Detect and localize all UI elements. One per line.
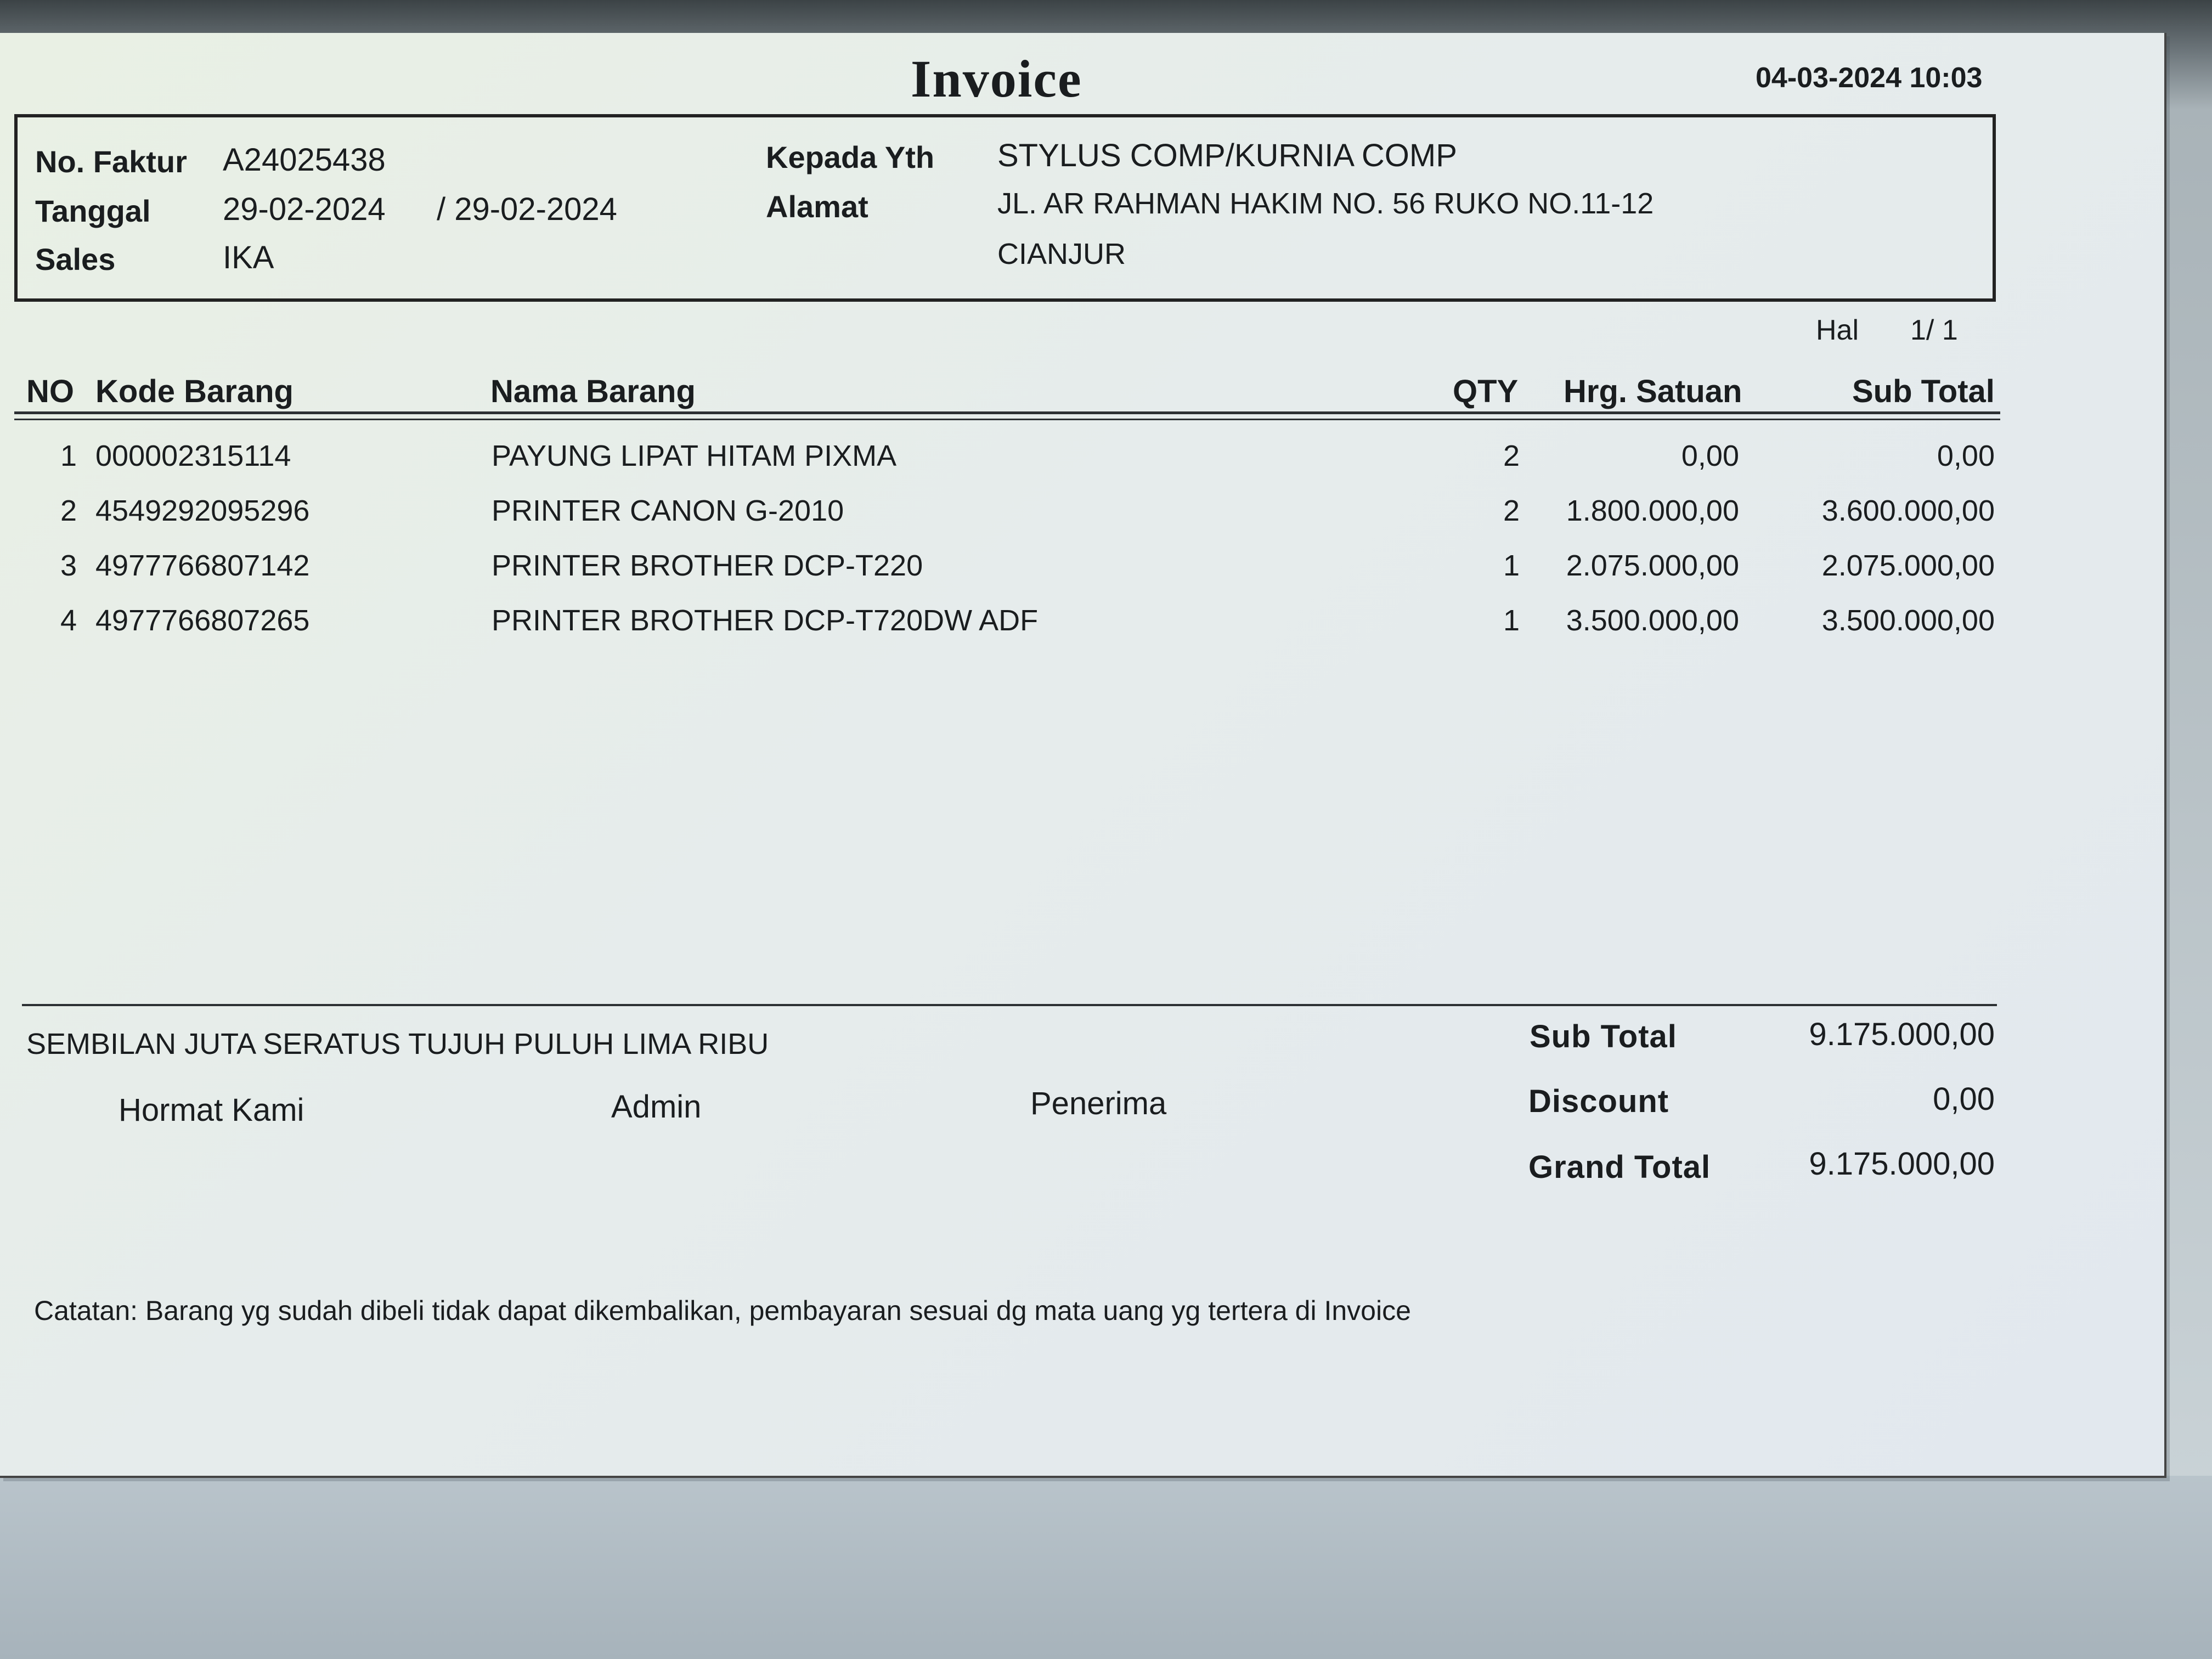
col-header-no: NO: [26, 374, 74, 409]
no-faktur-label: No. Faktur: [35, 144, 187, 179]
row-subtotal: 3.500.000,00: [1821, 604, 1995, 637]
table-row: [0, 549, 2164, 603]
row-no: 4: [60, 604, 77, 637]
col-header-subtotal: Sub Total: [1852, 374, 1995, 409]
row-harga: 0,00: [1681, 439, 1739, 472]
subtotal-value: 9.175.000,00: [1809, 1017, 1995, 1052]
row-kode: 4977766807142: [95, 549, 310, 582]
signature-admin: Admin: [611, 1089, 702, 1125]
signature-hormat-kami: Hormat Kami: [119, 1092, 304, 1128]
row-nama: PRINTER CANON G-2010: [492, 494, 844, 527]
header-rule: [14, 411, 2000, 414]
col-header-qty: QTY: [1453, 374, 1519, 409]
header-rule-double: [14, 419, 2000, 420]
row-kode: 4549292095296: [95, 494, 310, 527]
discount-label: Discount: [1528, 1084, 1669, 1119]
subtotal-label: Sub Total: [1530, 1019, 1677, 1054]
row-subtotal: 2.075.000,00: [1821, 549, 1995, 582]
sales-value: IKA: [223, 240, 274, 275]
row-qty: 2: [1503, 494, 1520, 527]
tanggal-value: 29-02-2024: [223, 191, 386, 227]
tanggal-label: Tanggal: [35, 194, 151, 228]
amount-in-words: SEMBILAN JUTA SERATUS TUJUH PULUH LIMA RIBU: [26, 1028, 769, 1060]
tanggal-value-2: / 29-02-2024: [437, 191, 617, 227]
invoice-header-box: [14, 114, 1996, 302]
grandtotal-label: Grand Total: [1528, 1149, 1711, 1185]
invoice-note: Catatan: Barang yg sudah dibeli tidak dapat dikembalikan, pembayaran sesuai dg mata uang yg tertera di Invoice: [34, 1295, 1411, 1326]
footer-rule: [22, 1004, 1997, 1006]
invoice-title: Invoice: [911, 49, 1082, 108]
no-faktur-value: A24025438: [223, 142, 386, 178]
row-qty: 2: [1503, 439, 1520, 472]
print-datetime: 04-03-2024 10:03: [1756, 62, 1983, 94]
kepada-label: Kepada Yth: [766, 140, 935, 174]
row-kode: 000002315114: [95, 439, 291, 472]
row-nama: PRINTER BROTHER DCP-T220: [492, 549, 923, 582]
row-harga: 1.800.000,00: [1566, 494, 1739, 527]
row-qty: 1: [1503, 549, 1520, 582]
invoice-document: [0, 33, 2166, 1478]
row-no: 2: [60, 494, 77, 527]
table-row: [0, 603, 2164, 658]
row-kode: 4977766807265: [95, 604, 310, 637]
table-row: [0, 439, 2164, 494]
row-qty: 1: [1503, 604, 1520, 637]
table-row: [0, 494, 2164, 549]
row-subtotal: 3.600.000,00: [1821, 494, 1995, 527]
discount-value: 0,00: [1933, 1081, 1995, 1117]
row-subtotal: 0,00: [1937, 439, 1995, 472]
monitor-bezel-area: [0, 1476, 2212, 1659]
alamat-line-2: CIANJUR: [997, 238, 1126, 270]
page-number: 1/ 1: [1910, 314, 1958, 346]
grandtotal-value: 9.175.000,00: [1809, 1146, 1995, 1182]
row-nama: PAYUNG LIPAT HITAM PIXMA: [492, 439, 897, 472]
row-nama: PRINTER BROTHER DCP-T720DW ADF: [492, 604, 1039, 637]
col-header-nama: Nama Barang: [490, 374, 696, 409]
alamat-line-1: JL. AR RAHMAN HAKIM NO. 56 RUKO NO.11-12: [997, 187, 1654, 220]
row-no: 3: [60, 549, 77, 582]
sales-label: Sales: [35, 242, 116, 276]
col-header-kode: Kode Barang: [95, 374, 294, 409]
signature-penerima: Penerima: [1030, 1086, 1167, 1121]
page-label: Hal: [1816, 314, 1859, 346]
row-harga: 2.075.000,00: [1566, 549, 1739, 582]
row-harga: 3.500.000,00: [1566, 604, 1739, 637]
row-no: 1: [60, 439, 77, 472]
kepada-value: STYLUS COMP/KURNIA COMP: [997, 138, 1457, 173]
alamat-label: Alamat: [766, 189, 868, 224]
col-header-harga: Hrg. Satuan: [1564, 374, 1742, 409]
